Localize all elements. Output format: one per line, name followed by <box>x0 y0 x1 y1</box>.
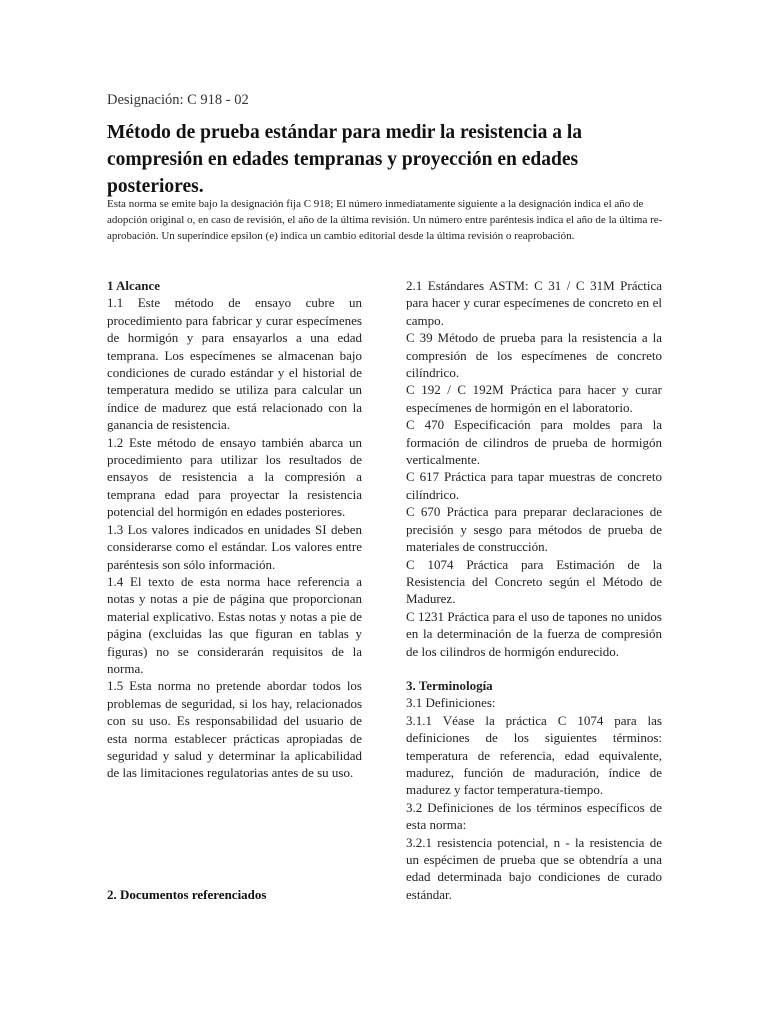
reference-c1231: C 1231 Práctica para el uso de tapones no unidos en la determinación de la fuerza de compresión de los cilindros de hormigón endurecido. <box>406 608 662 659</box>
paragraph-3-1-1: 3.1.1 Véase la práctica C 1074 para las definiciones de los siguientes términos: temperatura de referencia, edad equivalente, madurez, función de maduración, índice de madurez y factor temperatura-tiempo. <box>406 712 662 798</box>
intro-paragraph: Esta norma se emite bajo la designación fija C 918; El número inmediatamente siguiente a la designación indica el año de adopción original o, en caso de revisión, el año de la última revisión. Un número entre paréntesis indica el año de la última re-aprobación. Un superíndice epsilon (e) indica un cambio editorial desde la última revisión o reaprobación. <box>107 198 663 242</box>
reference-c670: C 670 Práctica para preparar declaraciones de precisión y sesgo para métodos de prueba de materiales de construcción. <box>406 504 662 555</box>
section-3-heading: 3. Terminología <box>406 677 493 693</box>
reference-c1074: C 1074 Práctica para Estimación de la Resistencia del Concreto según el Método de Madurez. <box>406 556 662 607</box>
section-1-heading: 1 Alcance <box>107 278 161 293</box>
paragraph-3-2: 3.2 Definiciones de los términos específicos de esta norma: <box>406 799 662 833</box>
paragraph-1-1: 1.1 Este método de ensayo cubre un procedimiento para fabricar y curar especímenes de hormigón y para ensayarlos a una edad temprana. Los especímenes se almacenan bajo condiciones de curado estándar y el historial de temperatura medido se utiliza para calcular un índice de madurez que está relacionado con la ganancia de resistencia. <box>107 295 362 433</box>
section-2-heading: 2. Documentos referenciados <box>107 887 267 902</box>
paragraph-2-1: 2.1 Estándares ASTM: C 31 / C 31M Práctica para hacer y curar especímenes de concreto en el campo. <box>406 278 662 328</box>
reference-c470: C 470 Especificación para moldes para la formación de cilindros de prueba de hormigón verticalmente. <box>406 417 662 468</box>
reference-c192: C 192 / C 192M Práctica para hacer y curar especímenes de hormigón en el laboratorio. <box>406 382 662 415</box>
paragraph-1-2: 1.2 Este método de ensayo también abarca un procedimiento para utilizar los resultados de ensayos de resistencia a la compresión a temprana edad para proyectar la resistencia potencial del hormigón en edades posteriores. <box>107 434 362 520</box>
paragraph-3-2-1: 3.2.1 resistencia potencial, n - la resistencia de un espécimen de prueba que se obtendría a una edad determinada bajo condiciones de curado estándar. <box>406 834 662 902</box>
designation: Designación: C 918 - 02 <box>107 92 249 108</box>
left-column <box>107 277 362 782</box>
reference-c617: C 617 Práctica para tapar muestras de concreto cilíndrico. <box>406 469 662 502</box>
document-title: Método de prueba estándar para medir la resistencia a la compresión en edades tempranas y proyección en edades posteriores. <box>107 122 583 197</box>
spacer <box>406 660 662 677</box>
paragraph-1-3: 1.3 Los valores indicados en unidades SI deben considerarse como el estándar. Los valores entre paréntesis son sólo información. <box>107 521 362 572</box>
paragraph-1-5: 1.5 Esta norma no pretende abordar todos los problemas de seguridad, si los hay, relacionados con su uso. Es responsabilidad del usuario de esta norma establecer prácticas apropiadas de seguridad y salud y determinar la aplicabilidad de las limitaciones regulatorias antes de su uso. <box>107 678 362 781</box>
reference-c39: C 39 Método de prueba para la resistencia a la compresión de los especímenes de concreto cilíndrico. <box>406 330 662 381</box>
paragraph-1-4: 1.4 El texto de esta norma hace referencia a notas y notas a pie de página que proporcionan material explicativo. Estas notas y notas a pie de página (excluidas las que figuran en tablas y figuras) no se considerarán requisitos de la norma. <box>107 573 362 676</box>
paragraph-3-1: 3.1 Definiciones: <box>406 695 496 711</box>
right-column <box>406 277 662 903</box>
